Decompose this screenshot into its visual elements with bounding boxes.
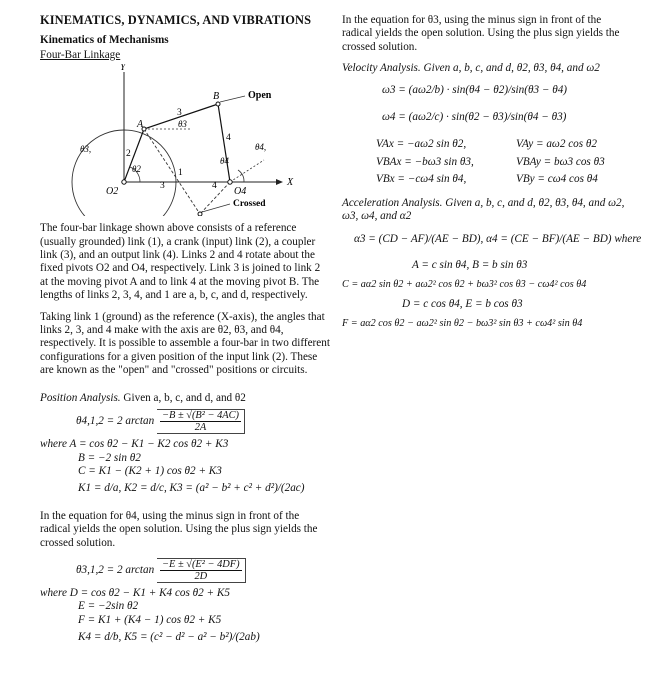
label-link-3-crossed: 3 (160, 181, 165, 192)
alpha-eq: α3 = (CD − AF)/(AE − BD), α4 = (CE − BF)/(AE − BD) where (354, 233, 642, 246)
f-eq: F = K1 + (K4 − 1) cos θ2 + K5 (78, 613, 222, 626)
label-theta2: θ2 (132, 164, 141, 175)
x-axis-label: X (287, 177, 294, 189)
velocity-text: Given a, b, c, and d, θ2, θ3, θ4, and ω2 (420, 62, 600, 75)
left-column (40, 14, 330, 645)
vbay-eq: VBAy = bω3 cos θ3 (516, 155, 605, 168)
acceleration-label: Acceleration Analysis. (342, 196, 443, 209)
k-eq: K1 = d/a, K2 = d/c, K3 = (a² − b² + c² + d²)/(2ac) (78, 482, 305, 495)
theta4-eq-num: −B ± √(B² − 4AC) (162, 410, 240, 422)
label-link-1: 1 (178, 168, 183, 179)
theta3-equation (76, 558, 330, 583)
label-b: B (213, 91, 220, 103)
theta4-arc (238, 170, 244, 182)
f-accel-eq: F = aα2 cos θ2 − aω2² sin θ2 − bω3² sin θ3 + cω4² sin θ4 (342, 318, 583, 330)
vbax-eq: VBAx = −bω3 sin θ3, (376, 155, 474, 168)
where-d: where D = cos θ2 − K1 + K4 cos θ2 + K5 (40, 586, 230, 599)
link-4-open (218, 104, 230, 182)
label-o2: O2 (106, 186, 119, 198)
pivot-o4 (228, 180, 232, 184)
omega3-eq: ω3 = (aω2/b) · sin(θ4 − θ2)/sin(θ3 − θ4) (382, 83, 568, 96)
section-title: Kinematics of Mechanisms (40, 34, 169, 47)
velocity-label: Velocity Analysis. (342, 62, 421, 75)
x-axis-arrow (276, 179, 283, 185)
label-theta3: θ3 (178, 119, 187, 130)
theta4-sign-paragraph: In the equation for θ4, using the minus sign in front of the radical yields the open solution. Using the plus sign yields the crossed solution. (40, 509, 318, 549)
label-link-4: 4 (226, 133, 231, 144)
y-axis-label: Y (120, 64, 126, 74)
de-eq: D = c cos θ4, E = b cos θ3 (402, 297, 523, 310)
theta3-sign-paragraph: In the equation for θ3, using the minus sign in front of the radical yields the open solution. Using the plus sign yields the crossed solution. (342, 14, 620, 53)
acceleration-lead (342, 197, 634, 224)
position-lead (40, 392, 330, 405)
position-label: Position Analysis. (40, 391, 121, 404)
label-link-2: 2 (126, 149, 131, 160)
theta4-eq-lhs: θ4,1,2 = 2 arctan (76, 415, 155, 428)
theta4-reference-line (230, 160, 264, 182)
pivot-o2 (122, 180, 126, 184)
acceleration-text: Given a, b, c, and d, θ2, θ3, θ4, and ω2, ω3, ω4, and α2 (342, 196, 625, 223)
four-bar-linkage-figure (40, 64, 330, 216)
where-a: where A = cos θ2 − K1 − K2 cos θ2 + K3 (40, 438, 229, 451)
e-eq: E = −2sin θ2 (78, 600, 139, 613)
theta3-eq-num: −E ± √(E² − 4DF) (162, 558, 240, 570)
position-text: Given a, b, c, and d, and θ2 (120, 391, 246, 404)
vay-eq: VAy = aω2 cos θ2 (516, 138, 598, 151)
intro-paragraph: The four-bar linkage shown above consists of a reference (usually grounded) link (1), a crank (input) link (2), a coupler link (3), and an output link (4). Links 2 and 4 rotate about the fixed pivots O2 and O4, respectively. Link 3 is joined to link 2 at the moving pivot A and to link 4 at the moving pivot B. The lengths of links 2, 3, 4, and 1 are a, b, c, and d, respectively. (40, 222, 321, 302)
vbx-eq: VBx = −cω4 sin θ4, (376, 173, 467, 186)
label-open: Open (248, 90, 272, 102)
velocity-lead (342, 62, 634, 75)
label-theta3-left: θ3, (80, 144, 92, 155)
pivot-b-crossed (198, 212, 202, 216)
vby-eq: VBy = cω4 cos θ4 (516, 173, 598, 186)
b-eq: B = −2 sin θ2 (78, 451, 141, 464)
page-heading: KINEMATICS, DYNAMICS, AND VIBRATIONS (40, 13, 312, 27)
theta3-eq-den: 2D (194, 570, 208, 582)
vax-eq: VAx = −aω2 sin θ2, (376, 138, 467, 151)
right-column (342, 14, 642, 331)
theta4-eq-den: 2A (194, 422, 207, 434)
c-eq: C = K1 − (K2 + 1) cos θ2 + K3 (78, 464, 222, 477)
label-crossed: Crossed (233, 199, 266, 210)
label-a: A (137, 119, 144, 131)
open-leader (220, 96, 245, 102)
subsection-title: Four-Bar Linkage (40, 48, 121, 61)
label-link-4-crossed: 4 (212, 181, 217, 192)
taking-paragraph: Taking link 1 (ground) as the reference (X-axis), the angles that links 2, 3, and 4 make with the axis are θ2, θ3, and θ4, respectively. It is possible to assemble a four-bar in two different configurations for a given position of the input link (2). These are known as the "open" and "crossed" positions or circuits. (40, 310, 330, 377)
k4-eq: K4 = d/b, K5 = (c² − d² − a² − b²)/(2ab) (78, 631, 260, 644)
theta3-eq-lhs: θ3,1,2 = 2 arctan (76, 564, 155, 577)
theta4-equation (76, 409, 330, 434)
label-theta4-right: θ4, (255, 142, 267, 153)
c-accel-eq: C = aα2 sin θ2 + aω2² cos θ2 + bω3² cos θ3 − cω4² cos θ4 (342, 279, 587, 291)
label-o4: O4 (234, 186, 247, 198)
label-link-3: 3 (177, 108, 182, 119)
velocity-components (342, 138, 634, 186)
omega4-eq: ω4 = (aω2/c) · sin(θ2 − θ3)/sin(θ4 − θ3) (382, 111, 567, 124)
label-theta4: θ4 (220, 156, 229, 167)
pivot-b (216, 102, 220, 106)
ab-eq: A = c sin θ4, B = b sin θ3 (412, 258, 528, 271)
